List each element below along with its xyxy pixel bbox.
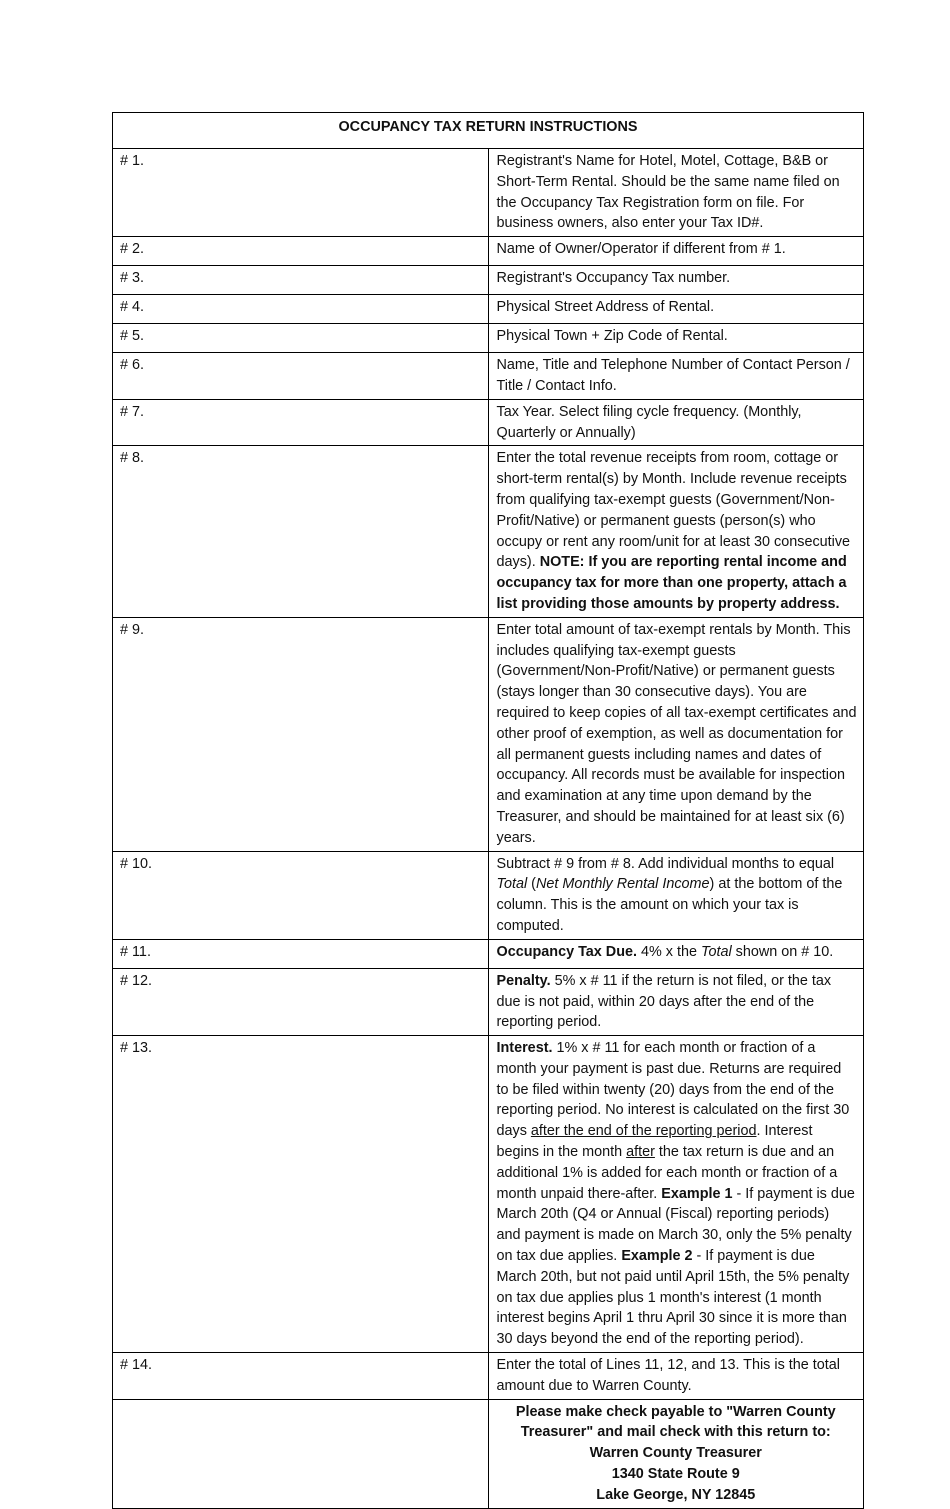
row-number: # 6. <box>113 353 489 400</box>
row-number: # 12. <box>113 968 489 1035</box>
row-description: Enter total amount of tax-exempt rentals by Month. This includes qualifying tax-exempt guests (Government/Non-Profit/Native) or permanent guests (stays longer than 30 consecutive days). You are required to keep copies of all tax-exempt certificates and other proof of exemption, as well as documentation for all permanent guests including names and dates of occupancy. All records must be available for inspection and examination at any time upon demand by the Treasurer, and should be maintained for at least six (6) years. <box>488 617 864 851</box>
row-number: # 4. <box>113 295 489 324</box>
underlined-text: after the end of the reporting period <box>530 1123 757 1140</box>
row-number: # 8. <box>113 446 489 617</box>
row-lead: Occupancy Tax Due. <box>496 943 637 960</box>
table-row <box>113 939 864 968</box>
row-text: 5% x # 11 if the return is not filed, or the tax due is not paid, within 20 days after the end of the reporting period. <box>496 972 832 1031</box>
row-number: # 11. <box>113 939 489 968</box>
table-row <box>113 237 864 266</box>
row-number: # 7. <box>113 399 489 446</box>
page-title: OCCUPANCY TAX RETURN INSTRUCTIONS <box>113 113 864 149</box>
table-row <box>113 149 864 237</box>
row-lead: Penalty. <box>496 972 551 989</box>
row-description <box>488 1036 864 1353</box>
note-text: NOTE: If you are reporting rental income and occupancy tax for more than one property, attach a list providing those amounts by property address. <box>496 554 847 612</box>
row-description <box>488 939 864 968</box>
table-row <box>113 851 864 939</box>
table-row <box>113 324 864 353</box>
row-text: ) at the bottom of the column. This is the amount on which your tax is computed. <box>496 876 843 934</box>
row-number: # 5. <box>113 324 489 353</box>
row-number: # 13. <box>113 1036 489 1353</box>
payable-instruction: Please make check payable to "Warren County Treasurer" and mail check with this return to: <box>515 1403 836 1441</box>
example-label: Example 2 <box>621 1248 693 1265</box>
row-description: Name, Title and Telephone Number of Contact Person / Title / Contact Info. <box>488 353 864 400</box>
row-description: Physical Town + Zip Code of Rental. <box>488 324 864 353</box>
table-row <box>113 1036 864 1353</box>
row-text: the tax return is due and an additional 1% is added for each month or fraction of a month unpaid there-after. <box>496 1144 838 1202</box>
row-text: 1% x # 11 for each month or fraction of a month your payment is past due. Returns are required to be filed within twenty (20) days from the end of the reporting period. No interest is calculated on the first 30 days <box>496 1040 850 1140</box>
row-text: . Interest begins in the month <box>496 1123 813 1161</box>
payee-name: Warren County Treasurer <box>589 1445 762 1462</box>
row-text: 4% x the <box>637 943 701 960</box>
row-text: shown on # 10. <box>731 943 834 960</box>
row-number: # 10. <box>113 851 489 939</box>
italic-term: Total <box>496 876 528 893</box>
row-description: Physical Street Address of Rental. <box>488 295 864 324</box>
mailing-instructions <box>488 1399 864 1508</box>
street-address: 1340 State Route 9 <box>611 1466 740 1483</box>
row-description: Enter the total of Lines 11, 12, and 13. This is the total amount due to Warren County. <box>488 1353 864 1400</box>
row-number: # 14. <box>113 1353 489 1400</box>
table-row <box>113 295 864 324</box>
row-description <box>488 968 864 1035</box>
italic-term: Net Monthly Rental Income <box>535 876 710 893</box>
row-lead: Interest. <box>496 1040 553 1057</box>
table-row <box>113 617 864 851</box>
row-description: Name of Owner/Operator if different from # 1. <box>488 237 864 266</box>
row-text: Subtract # 9 from # 8. Add individual months to equal <box>496 855 835 872</box>
row-description: Registrant's Name for Hotel, Motel, Cottage, B&B or Short-Term Rental. Should be the same name filed on the Occupancy Tax Registration form on file. For business owners, also enter your Tax ID#. <box>488 149 864 237</box>
row-description <box>488 851 864 939</box>
row-text: Enter the total revenue receipts from room, cottage or short-term rental(s) by Month. Include revenue receipts from qualifying tax-exempt guests (Government/Non-Profit/Native) or permanent guests (person(s) who occupy or rent any room/unit for at least 30 consecutive days). <box>496 450 851 571</box>
city-state-zip: Lake George, NY 12845 <box>596 1486 756 1503</box>
table-row <box>113 266 864 295</box>
table-row <box>113 446 864 617</box>
table-row <box>113 399 864 446</box>
row-description: Registrant's Occupancy Tax number. <box>488 266 864 295</box>
row-number: # 1. <box>113 149 489 237</box>
title-row <box>113 113 864 149</box>
row-text: ( <box>527 876 536 893</box>
example-label: Example 1 <box>661 1185 733 1202</box>
row-text: - If payment is due March 20th, but not paid until April 15th, the 5% penalty on tax due applies plus 1 month's interest (1 month interest begins April 1 thru April 30 since it is more than 30 days beyond the end of the reporting period). <box>496 1248 850 1348</box>
row-number-empty <box>113 1399 489 1508</box>
instructions-table <box>112 112 864 1509</box>
row-number: # 2. <box>113 237 489 266</box>
table-row <box>113 968 864 1035</box>
row-description: Tax Year. Select filing cycle frequency. (Monthly, Quarterly or Annually) <box>488 399 864 446</box>
underlined-text: after <box>626 1144 655 1161</box>
table-row <box>113 353 864 400</box>
footer-row <box>113 1399 864 1508</box>
row-text: - If payment is due March 20th (Q4 or Annual (Fiscal) reporting periods) and payment is made on March 30, only the 5% penalty on tax due applies. <box>496 1185 855 1265</box>
row-number: # 9. <box>113 617 489 851</box>
row-description <box>488 446 864 617</box>
table-row <box>113 1353 864 1400</box>
italic-term: Total <box>701 943 732 960</box>
row-number: # 3. <box>113 266 489 295</box>
